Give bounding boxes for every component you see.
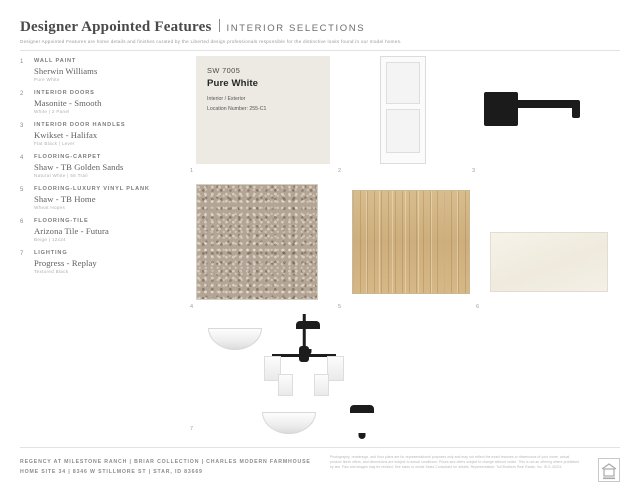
footer-line-2: HOME SITE 34 | 8346 W STILLMORE ST | STAR, ID 83669 (20, 468, 203, 475)
legend-item-flooring-tile (20, 218, 175, 242)
paint-meta (207, 95, 319, 115)
legend-item-flooring-lvp (20, 186, 175, 210)
swatch-number-2: 2 (338, 168, 342, 174)
legend-product-name: Arizona Tile - Futura (34, 225, 109, 236)
swatch-number-1: 1 (190, 168, 194, 174)
legend-product-desc: Flat Black | Lever (34, 140, 75, 146)
carpet-texture (196, 184, 318, 300)
lighting-illustration (200, 314, 400, 429)
swatch-number-6: 6 (476, 304, 480, 310)
swatch-tile (476, 232, 608, 310)
swatch-number-5: 5 (338, 304, 342, 310)
legend-product-desc: Beige | 12x24 (34, 236, 66, 242)
legend-category: FLOORING-CARPET (34, 154, 102, 160)
fixture-shade (208, 328, 262, 350)
paint-name: Pure White (207, 78, 259, 89)
legend-product-desc: White | 2 Panel (34, 108, 70, 114)
legend-product-desc: Textured Black (34, 268, 69, 274)
fixture-finial (359, 433, 366, 439)
swatch-lvp (338, 190, 470, 310)
legend-item-wall-paint (20, 58, 175, 82)
handle-plate (484, 92, 518, 126)
fixture-cap (350, 405, 374, 413)
footer-disclaimer: Photography, renderings, and floor plans are for representational purposes only and may not reflect the exact features or dimensions of your home, actual product finish offers, and dimensions are subject to actual conditions. Prices and offers subject to change without notice. This is not an offering where prohibited by law. Plan and images may be revised. See sales or onsite Sales Consultant for details. Representation: Toll Brothers Real Estate, Inc. ID E-43224 (330, 455, 580, 470)
swatch-number-4: 4 (190, 304, 194, 310)
door-panel-top (386, 62, 420, 104)
legend-product-name: Masonite - Smooth (34, 97, 102, 108)
title-divider (219, 19, 220, 32)
legend-category: LIGHTING (34, 250, 68, 256)
legend-category: INTERIOR DOORS (34, 90, 95, 96)
legend-product-desc: Wheat Hopes (34, 204, 66, 210)
door-handle-illustration (476, 56, 610, 164)
door-illustration (380, 56, 426, 164)
paint-chip (196, 56, 330, 164)
selections-legend (20, 58, 175, 282)
paint-location: Location Number: 255-C1 (207, 105, 267, 112)
tile-texture (490, 232, 608, 292)
legend-category: FLOORING-TILE (34, 218, 89, 224)
swatch-door-handle (472, 56, 610, 174)
swatch-number-3: 3 (472, 168, 476, 174)
equal-housing-logo (598, 458, 620, 482)
legend-number: 4 (20, 154, 24, 161)
flush-mount-fixture-2 (262, 412, 462, 434)
paint-code: SW 7005 (207, 66, 241, 75)
legend-item-door-handles (20, 122, 175, 146)
header-divider (20, 50, 620, 51)
legend-number: 5 (20, 186, 24, 193)
footer-line-1: REGENCY AT MILESTONE RANCH | BRIAR COLLECTION | CHARLES MODERN FARMHOUSE (20, 459, 311, 465)
legend-product-name: Kwikset - Halifax (34, 129, 98, 140)
page-header (20, 18, 620, 44)
chandelier-stem (303, 314, 306, 348)
swatch-carpet (190, 184, 318, 310)
chandelier-shade-lower-right (314, 374, 329, 396)
paint-usage: Interior / Exterior (207, 96, 246, 102)
swatch-interior-door (338, 56, 426, 174)
page-subtitle: INTERIOR SELECTIONS (226, 23, 366, 34)
chandelier-shade-right (327, 356, 344, 381)
legend-item-interior-doors (20, 90, 175, 114)
legend-product-name: Sherwin Williams (34, 65, 98, 76)
title-row (20, 18, 620, 36)
legend-product-name: Shaw - TB Golden Sands (34, 161, 124, 172)
chandelier-fixture (262, 314, 346, 404)
legend-number: 1 (20, 58, 24, 65)
handle-lever-end (572, 100, 580, 118)
legend-category: INTERIOR DOOR HANDLES (34, 122, 126, 128)
footer-community-info (20, 458, 320, 478)
fixture-shade (262, 412, 316, 434)
legend-product-name: Shaw - TB Home (34, 193, 96, 204)
page-tagline: Designer Appointed Features are home details and finishes curated by the Liberted design professionals responsible for the distinctive looks found in our model homes. (20, 39, 402, 44)
legend-product-name: Progress - Replay (34, 257, 97, 268)
legend-item-lighting (20, 250, 175, 274)
legend-product-desc: Natural White | 56 Trail (34, 172, 88, 178)
swatch-wall-paint (190, 56, 330, 174)
legend-category: FLOORING-LUXURY VINYL PLANK (34, 186, 150, 192)
swatch-lighting (190, 314, 400, 432)
legend-number: 2 (20, 90, 24, 97)
lvp-texture (352, 190, 470, 294)
door-panel-bottom (386, 109, 420, 153)
footer-divider (20, 447, 620, 448)
legend-product-desc: Pure White (34, 76, 60, 82)
handle-lever (516, 100, 578, 108)
legend-number: 7 (20, 250, 24, 257)
legend-item-flooring-carpet (20, 154, 175, 178)
swatch-number-7: 7 (190, 426, 194, 432)
legend-number: 3 (20, 122, 24, 129)
legend-category: WALL PAINT (34, 58, 77, 64)
page-title: Designer Appointed Features (20, 19, 212, 35)
legend-number: 6 (20, 218, 24, 225)
chandelier-shade-lower-left (278, 374, 293, 396)
